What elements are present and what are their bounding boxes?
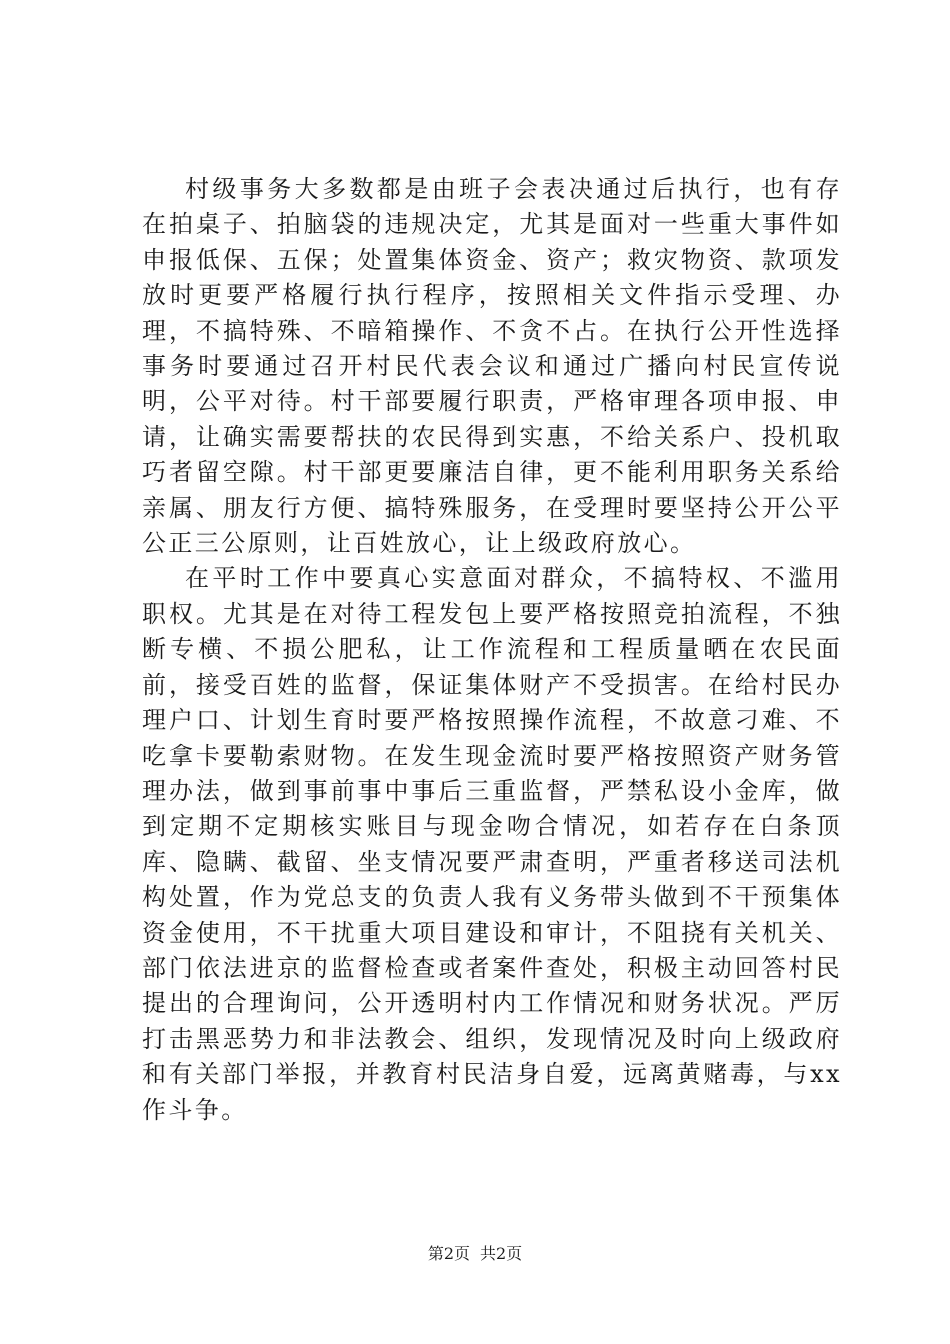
- paragraph-1: 村级事务大多数都是由班子会表决通过后执行，也有存在拍桌子、拍脑袋的违规决定，尤其是面对一些重大事件如申报低保、五保；处置集体资金、资产；救灾物资、款项发放时更要严格履行执行程序，按照相关文件指示受理、办理，不搞特殊、不暗箱操作、不贪不占。在执行公开性选择事务时要通过召开村民代表会议和通过广播向村民宣传说明，公平对待。村干部要履行职责，严格审理各项申报、申请，让确实需要帮扶的农民得到实惠，不给关系户、投机取巧者留空隙。村干部更要廉洁自律，更不能利用职务关系给亲属、朋友行方便、搞特殊服务，在受理时要坚持公开公平公正三公原则，让百姓放心，让上级政府放心。: [142, 175, 842, 558]
- paragraph-2: 在平时工作中要真心实意面对群众，不搞特权、不滥用职权。尤其是在对待工程发包上要严格按照竞拍流程，不独断专横、不损公肥私，让工作流程和工程质量晒在农民面前，接受百姓的监督，保证集体财产不受损害。在给村民办理户口、计划生育时要严格按照操作流程，不故意刁难、不吃拿卡要勒索财物。在发生现金流时要严格按照资产财务管理办法，做到事前事中事后三重监督，严禁私设小金库，做到定期不定期核实账目与现金吻合情况，如若存在白条顶库、隐瞒、截留、坐支情况要严肃查明，严重者移送司法机构处置，作为党总支的负责人我有义务带头做到不干预集体资金使用，不干扰重大项目建设和审计，不阻挠有关机关、部门依法进京的监督检查或者案件查处，积极主动回答村民提出的合理询问，公开透明村内工作情况和财务状况。严厉打击黑恶势力和非法教会、组织，发现情况及时向上级政府和有关部门举报，并教育村民洁身自爱，远离黄赌毒，与xx作斗争。: [142, 564, 842, 1124]
- page-number: 第2页: [427, 1244, 470, 1263]
- page-footer: [0, 1244, 950, 1264]
- page-total: 共2页: [480, 1244, 523, 1263]
- document-body: [142, 172, 842, 1128]
